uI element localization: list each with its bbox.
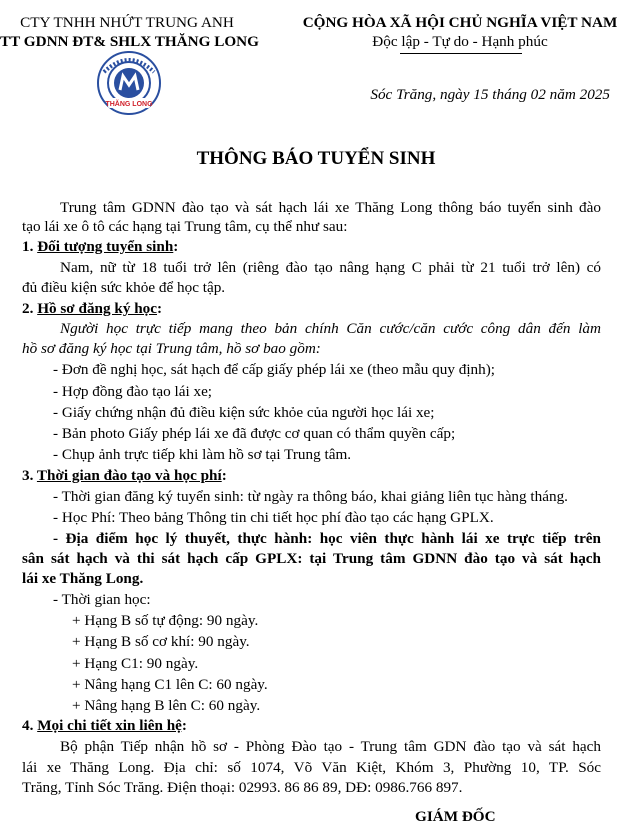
contact-line-3: Trăng, Tỉnh Sóc Trăng. Điện thoại: 02993. 86 86 89, DĐ: 0986.766 897.: [22, 779, 463, 796]
section-1-heading: 1. Đối tượng tuyển sinh:: [22, 238, 179, 255]
intro-line-2: tạo lái xe ô tô các hạng tại Trung tâm, cụ thể như sau:: [22, 218, 348, 235]
motto-underline: [400, 53, 522, 54]
study-time-item: + Nâng hạng C1 lên C: 60 ngày.: [72, 676, 268, 693]
location-line-3: lái xe Thăng Long.: [22, 570, 144, 587]
section-4-heading: 4. Mọi chi tiết xin liên hệ:: [22, 717, 187, 734]
section-1-line-2: đủ điều kiện sức khỏe để học tập.: [22, 279, 226, 296]
tuition-note: - Học Phí: Theo bảng Thông tin chi tiết học phí đào tạo các hạng GPLX.: [53, 509, 494, 526]
section-2-intro-line-2: hồ sơ đăng ký học tại Trung tâm, hồ sơ bao gồm:: [22, 340, 321, 357]
document-item: - Giấy chứng nhận đủ điều kiện sức khỏe của người học lái xe;: [53, 404, 435, 421]
location-line-1: - Địa điểm học lý thuyết, thực hành: học viên thực hành lái xe trực tiếp trên: [53, 530, 601, 547]
study-time-item: + Hạng B số cơ khí: 90 ngày.: [72, 633, 250, 650]
section-3-heading: 3. Thời gian đào tạo và học phí:: [22, 467, 227, 484]
study-time-item: + Hạng B số tự động: 90 ngày.: [72, 612, 259, 629]
document-item: - Đơn đề nghị học, sát hạch để cấp giấy phép lái xe (theo mẫu quy định);: [53, 361, 496, 378]
national-motto: Độc lập - Tự do - Hạnh phúc: [372, 33, 548, 50]
national-title: CỘNG HÒA XÃ HỘI CHỦ NGHĨA VIỆT NAM: [302, 14, 618, 31]
location-line-2: sân sát hạch và thi sát hạch cấp GPLX: tại Trung tâm GDNN đào tạo và sát hạch: [22, 550, 601, 567]
registration-time: - Thời gian đăng ký tuyển sinh: từ ngày ra thông báo, khai giảng liên tục hàng tháng.: [53, 488, 568, 505]
study-time-label: - Thời gian học:: [53, 591, 151, 608]
logo-text: THĂNG LONG: [105, 101, 153, 108]
document-item: - Bản photo Giấy phép lái xe đã được cơ quan có thẩm quyền cấp;: [53, 425, 456, 442]
contact-line-1: Bộ phận Tiếp nhận hồ sơ - Phòng Đào tạo - Trung tâm GDN đào tạo và sát hạch: [60, 738, 601, 755]
document-item: - Hợp đồng đào tạo lái xe;: [53, 383, 213, 400]
contact-line-2: lái xe Thăng Long. Địa chỉ: số 1074, Võ Văn Kiệt, Khóm 3, Phường 10, TP. Sóc: [22, 759, 601, 776]
study-time-item: + Hạng C1: 90 ngày.: [72, 655, 199, 672]
document-item: - Chụp ảnh trực tiếp khi làm hồ sơ tại Trung tâm.: [53, 446, 352, 463]
org-center-name: TT GDNN ĐT& SHLX THĂNG LONG: [0, 33, 259, 50]
section-2-heading: 2. Hồ sơ đăng ký học:: [22, 300, 163, 317]
signature-title: GIÁM ĐỐC: [415, 808, 496, 825]
section-2-intro-line-1: Người học trực tiếp mang theo bản chính Căn cước/căn cước công dân đến làm: [60, 320, 601, 337]
intro-line-1: Trung tâm GDNN đào tạo và sát hạch lái xe Thăng Long thông báo tuyển sinh đào: [60, 199, 601, 216]
section-1-line-1: Nam, nữ từ 18 tuổi trở lên (riêng đào tạo nâng hạng C phải từ 21 tuổi trở lên) có: [60, 259, 601, 276]
place-date: Sóc Trăng, ngày 15 tháng 02 năm 2025: [370, 86, 610, 103]
page-title: THÔNG BÁO TUYỂN SINH: [196, 148, 436, 169]
org-name: CTY TNHH NHỨT TRUNG ANH: [20, 14, 234, 31]
center-logo: [96, 50, 162, 116]
study-time-item: + Nâng hạng B lên C: 60 ngày.: [72, 697, 261, 714]
